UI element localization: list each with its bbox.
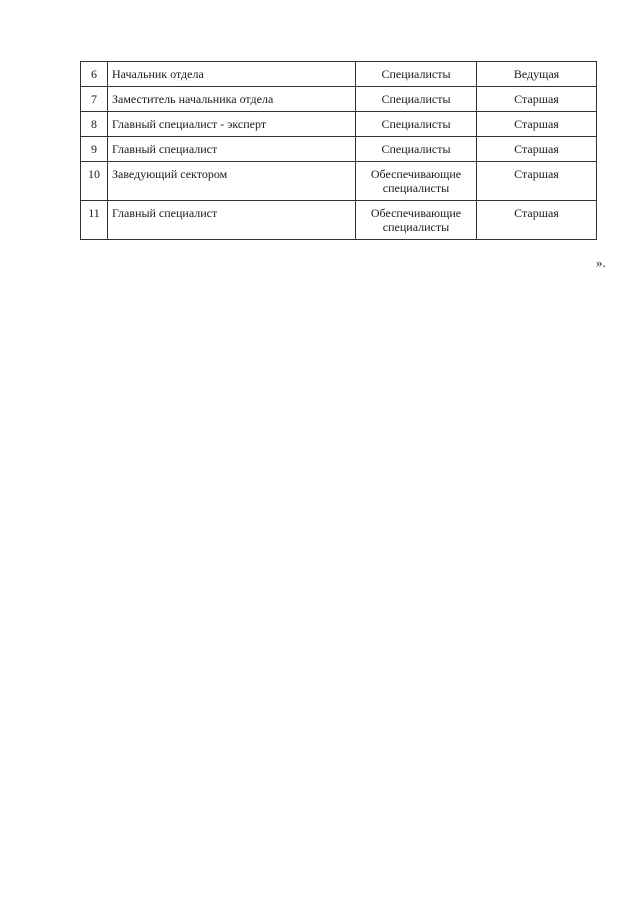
position-category: [356, 201, 477, 240]
category-line: Обеспечивающие: [370, 206, 462, 220]
position-group: Старшая: [477, 112, 597, 137]
position-category: Специалисты: [356, 87, 477, 112]
position-name: Главный специалист - эксперт: [108, 112, 356, 137]
category-line: специалисты: [382, 220, 450, 234]
row-number: 8: [81, 112, 108, 137]
table-row: [81, 62, 597, 87]
category-line: Обеспечивающие: [370, 167, 462, 181]
position-group: Старшая: [477, 201, 597, 240]
position-name: Начальник отдела: [108, 62, 356, 87]
category-line: специалисты: [382, 181, 450, 195]
row-number: 6: [81, 62, 108, 87]
position-category: Специалисты: [356, 137, 477, 162]
row-number: 9: [81, 137, 108, 162]
table-row: [81, 87, 597, 112]
position-group: Старшая: [477, 137, 597, 162]
position-group: Старшая: [477, 87, 597, 112]
position-group: Старшая: [477, 162, 597, 201]
table-row: [81, 112, 597, 137]
position-name: Заместитель начальника отдела: [108, 87, 356, 112]
closing-quote-mark: ».: [596, 255, 606, 270]
row-number: 7: [81, 87, 108, 112]
position-category: Специалисты: [356, 112, 477, 137]
position-name: Заведующий сектором: [108, 162, 356, 201]
position-name: Главный специалист: [108, 201, 356, 240]
position-category: Специалисты: [356, 62, 477, 87]
position-name: Главный специалист: [108, 137, 356, 162]
table-row: [81, 162, 597, 201]
row-number: 10: [81, 162, 108, 201]
table-row: [81, 137, 597, 162]
positions-table: [80, 61, 597, 240]
row-number: 11: [81, 201, 108, 240]
position-group: Ведущая: [477, 62, 597, 87]
position-category: [356, 162, 477, 201]
table-row: [81, 201, 597, 240]
